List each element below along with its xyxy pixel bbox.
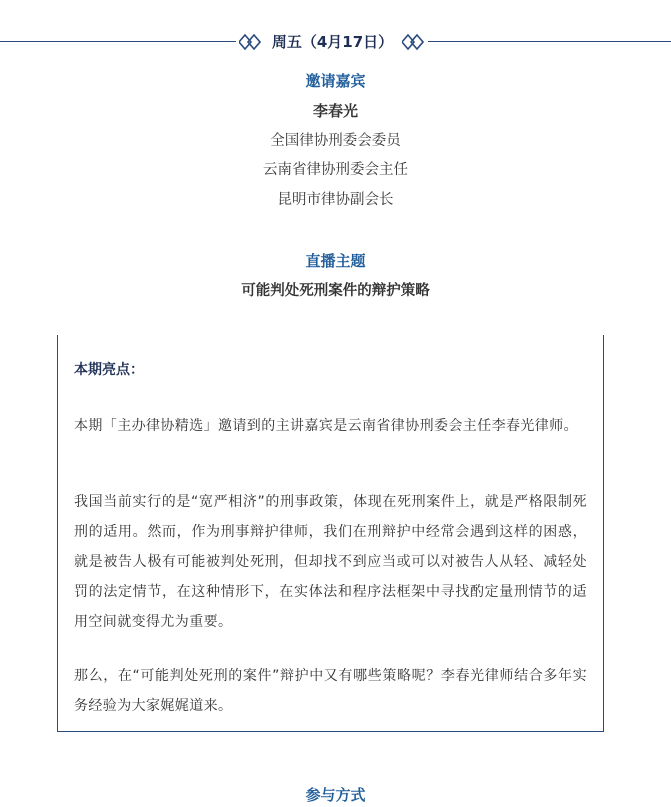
topic-text: 可能判处死刑案件的辩护策略: [241, 283, 430, 299]
header-divider-left: [0, 41, 236, 42]
guest-section-title: 邀请嘉宾: [305, 72, 366, 90]
highlights-paragraph: 那么，在“可能判处死刑的案件”辩护中又有哪些策略呢？李春光律师结合多年实务经验为大家娓娓道来。: [74, 668, 587, 714]
participate-section-title: 参与方式: [305, 786, 366, 804]
date-header: [0, 30, 671, 54]
guest-title-line: 昆明市律协副会长: [277, 192, 394, 208]
topic-section-title: 直播主题: [305, 252, 366, 270]
guest-name: 李春光: [312, 102, 358, 120]
date-title: 周五（4月17日）: [271, 33, 394, 51]
double-diamond-icon: [239, 33, 261, 51]
guest-title-line: 云南省律协刑委会主任: [263, 162, 408, 178]
highlights-paragraph: 我国当前实行的是“宽严相济”的刑事政策，体现在死刑案件上，就是严格限制死刑的适用。然而，作为刑事辩护律师，我们在刑辩护中经常会遇到这样的困惑，就是被告人极有可能被判处死刑，但却找不到应当或可以对被告人从轻、减轻处罚的法定情节，在这种情形下，在实体法和程序法框架中寻找酌定量刑情节的适用空间就变得尤为重要。: [74, 494, 587, 630]
double-diamond-icon: [402, 33, 424, 51]
guest-title-line: 全国律协刑委会委员: [270, 133, 401, 149]
highlights-title: 本期亮点：: [74, 362, 144, 378]
header-divider-right: [428, 41, 671, 42]
highlights-paragraph: 本期「主办律协精选」邀请到的主讲嘉宾是云南省律协刑委会主任李春光律师。: [74, 418, 578, 434]
highlights-box: [57, 335, 604, 732]
